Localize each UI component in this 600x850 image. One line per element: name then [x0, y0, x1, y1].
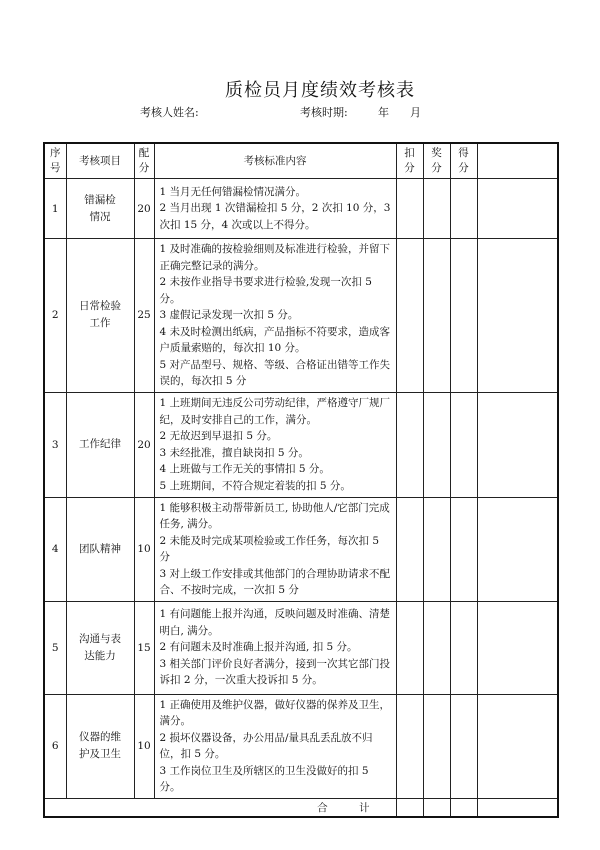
criteria-cell: [154, 694, 396, 798]
score-cell: [450, 392, 477, 497]
assessment-item: 日常检验 工作: [66, 239, 134, 393]
deduct-cell: [396, 239, 423, 393]
score-cell: [450, 179, 477, 239]
row-number: 3: [44, 392, 66, 497]
total-deduct-cell: [396, 798, 423, 817]
criteria-line: 3 未经批准，擅自缺岗扣 5 分。: [159, 446, 309, 459]
table-row: [44, 239, 558, 393]
header-points: 配 分: [134, 143, 154, 179]
year-label: 年: [378, 106, 389, 119]
total-label: 合 计: [44, 798, 396, 817]
header-deduct: 扣 分: [396, 143, 423, 179]
blank-cell: [477, 239, 558, 393]
points-value: 15: [134, 601, 154, 694]
criteria-line: 4 上班做与工作无关的事情扣 5 分。: [159, 463, 330, 475]
points-value: 25: [134, 239, 154, 393]
points-value: 10: [134, 694, 154, 798]
criteria-line: 1 当月无任何错漏检情况满分。: [159, 185, 307, 198]
total-bonus-cell: [423, 798, 450, 817]
table-row: [44, 601, 558, 694]
table-row: [44, 179, 558, 239]
row-number: 1: [44, 179, 66, 239]
criteria-line: 2 当月出现 1 次错漏检扣 5 分，2 次扣 10 分，3 次扣 15 分，4 次或以上不得分。: [159, 202, 391, 231]
criteria-line: 4 未及时检测出纸病，产品指标不符要求，造成客户质量索赔的，每次扣 10 分。: [159, 325, 391, 354]
assessment-item: 团队精神: [66, 497, 134, 601]
header-no: 序 号: [44, 143, 66, 179]
blank-cell: [477, 497, 558, 601]
score-cell: [450, 497, 477, 601]
criteria-cell: [154, 179, 396, 239]
criteria-line: 1 上班期间无违反公司劳动纪律，严格遵守厂规厂纪，及时安排自己的工作，满分。: [159, 397, 391, 426]
total-row: [44, 798, 558, 817]
table-row: [44, 497, 558, 601]
score-cell: [450, 601, 477, 694]
criteria-line: 3 虚假记录发现一次扣 5 分。: [159, 309, 299, 321]
header-criteria: 考核标准内容: [154, 143, 396, 179]
assessment-item: 错漏检 情况: [66, 179, 134, 239]
table-row: [44, 392, 558, 497]
header-bonus: 奖 分: [423, 143, 450, 179]
criteria-line: 5 上班期间，不符合规定着装的扣 5 分。: [159, 479, 351, 492]
row-number: 4: [44, 497, 66, 601]
row-number: 6: [44, 694, 66, 798]
bonus-cell: [423, 601, 450, 694]
criteria-line: 1 正确使用及维护仪器，做好仪器的保养及卫生，满分。: [159, 698, 391, 727]
row-number: 2: [44, 239, 66, 393]
assessment-period-label: 考核时期:: [300, 106, 348, 119]
page-title: 质检员月度绩效考核表: [225, 80, 415, 101]
criteria-line: 1 有问题能上报并沟通，反映问题及时准确、清楚明白, 满分。: [159, 608, 391, 637]
header-score: 得 分: [450, 143, 477, 179]
criteria-line: 2 无故迟到早退扣 5 分。: [159, 430, 278, 442]
deduct-cell: [396, 694, 423, 798]
assessment-item: 仪器的维 护及卫生: [66, 694, 134, 798]
month-label: 月: [410, 106, 421, 119]
blank-cell: [477, 392, 558, 497]
points-value: 10: [134, 497, 154, 601]
total-blank-cell: [477, 798, 558, 817]
bonus-cell: [423, 694, 450, 798]
criteria-line: 3 工作岗位卫生及所辖区的卫生没做好的扣 5 分。: [159, 764, 369, 793]
criteria-line: 1 及时准确的按检验细则及标准进行检验，并留下正确完整记录的满分。: [159, 243, 391, 272]
score-cell: [450, 694, 477, 798]
assessment-table: [43, 142, 559, 818]
criteria-cell: [154, 601, 396, 694]
assessment-item: 沟通与表 达能力: [66, 601, 134, 694]
criteria-line: 2 未能及时完成某项检验或工作任务，每次扣 5 分: [159, 534, 380, 563]
deduct-cell: [396, 179, 423, 239]
bonus-cell: [423, 179, 450, 239]
score-cell: [450, 239, 477, 393]
criteria-cell: [154, 497, 396, 601]
total-score-cell: [450, 798, 477, 817]
deduct-cell: [396, 392, 423, 497]
blank-cell: [477, 601, 558, 694]
points-value: 20: [134, 392, 154, 497]
assessment-item: 工作纪律: [66, 392, 134, 497]
deduct-cell: [396, 497, 423, 601]
blank-cell: [477, 179, 558, 239]
bonus-cell: [423, 497, 450, 601]
header-blank: [477, 143, 558, 179]
deduct-cell: [396, 601, 423, 694]
points-value: 20: [134, 179, 154, 239]
criteria-line: 2 有问题未及时准确上报并沟通, 扣 5 分。: [159, 641, 358, 654]
criteria-line: 5 对产品型号、规格、等级、合格证出错等工作失误的，每次扣 5 分: [159, 358, 391, 387]
header-item: 考核项目: [66, 143, 134, 179]
row-number: 5: [44, 601, 66, 694]
bonus-cell: [423, 392, 450, 497]
examinee-name-label: 考核人姓名:: [140, 106, 199, 119]
bonus-cell: [423, 239, 450, 393]
table-header-row: [44, 143, 558, 179]
blank-cell: [477, 694, 558, 798]
criteria-line: 2 未按作业指导书要求进行检验,发现一次扣 5 分。: [159, 276, 372, 305]
table-row: [44, 694, 558, 798]
criteria-cell: [154, 392, 396, 497]
criteria-cell: [154, 239, 396, 393]
criteria-line: 3 相关部门评价良好者满分，接到一次其它部门投诉扣 2 分，一次重大投诉扣 5 分。: [159, 657, 391, 687]
criteria-line: 3 对上级工作安排或其他部门的合理协助请求不配合、不按时完成，一次扣 5 分: [159, 567, 391, 596]
criteria-line: 2 损坏仪器设备，办公用品/量具乱丢乱放不归位，扣 5 分。: [159, 731, 373, 760]
criteria-line: 1 能够积极主动帮带新员工, 协助他人/它部门完成任务, 满分。: [159, 501, 390, 530]
